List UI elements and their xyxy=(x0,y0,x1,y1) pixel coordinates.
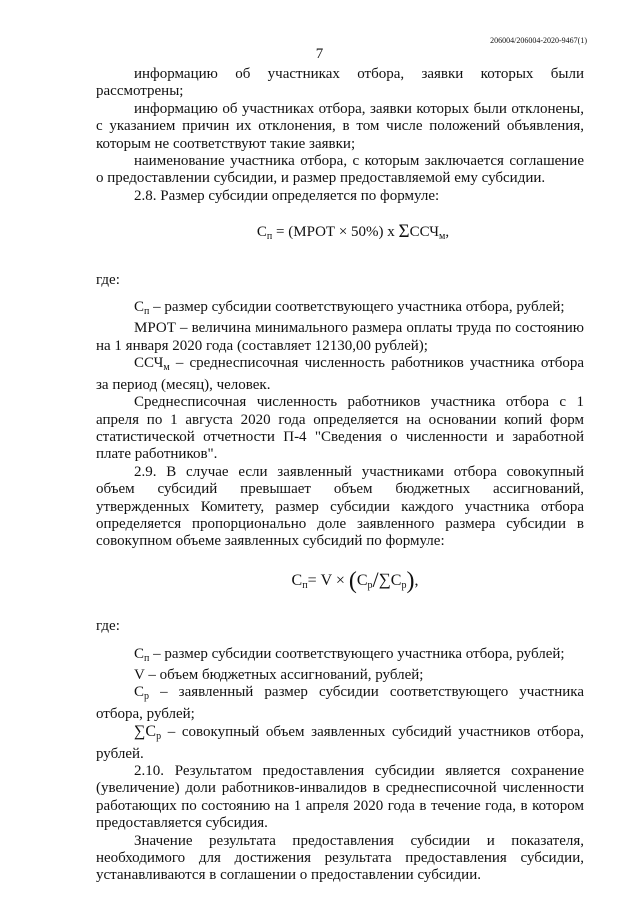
definition: МРОТ – величина минимального размера оплаты труда по состоянию на 1 января 2020 года (составляет 12130,00 рублей); xyxy=(96,320,584,354)
definition: $С_п$ – размер субсидии соответствующего участника отбора, рублей; xyxy=(134,299,565,318)
document-code: 206004/206004-2020-9467(1) xyxy=(490,36,587,45)
definition: $С_п$ – размер субсидии соответствующего участника отбора, рублей; xyxy=(134,645,565,664)
paragraph-2-8: 2.8. Размер субсидии определяется по формуле: xyxy=(134,187,440,204)
definition: V – объем бюджетных ассигнований, рублей; xyxy=(134,666,424,683)
formula-subsidy-size: $С_п$ = (МРОТ × 50%) х $\Sigma ССЧ_м$, xyxy=(256,221,450,243)
paragraph: информацию об участниках отбора, заявки которых были отклонены, с указанием причин их отклонения, в том числе положений объявления, которым не соответствуют такие заявки; xyxy=(96,100,584,152)
where-label: где: xyxy=(96,618,120,635)
paragraph-2-10: 2.10. Результатом предоставления субсидии является сохранение (увеличение) доли работников-инвалидов в среднесписочной численности работающих по состоянию на 1 апреля 2020 года в течение года, в котором предоставляется субсидия. xyxy=(96,763,584,832)
where-label: где: xyxy=(96,271,120,288)
paragraph: информацию об участниках отбора, заявки которых были рассмотрены; xyxy=(96,66,584,100)
formula-proportional-subsidy: $С_п= V \times (С_р/\sum С_р)$, xyxy=(291,566,419,594)
paragraph-2-9: 2.9. В случае если заявленный участниками отбора совокупный объем субсидий превышает объем бюджетных ассигнований, утвержденных Комитету, размер субсидии каждого участника отбора определяется пропорционально доле заявленного размера субсидии в совокупном объеме заявленных субсидий по формуле: xyxy=(96,463,584,550)
page-number: 7 xyxy=(315,46,324,62)
definition: $ССЧ_м$ – среднесписочная численность работников участника отбора за период (месяц), человек. xyxy=(96,355,584,393)
paragraph: наименование участника отбора, с которым заключается соглашение о предоставлении субсидии, и размер предоставляемой ему субсидии. xyxy=(96,153,584,187)
definition: $С_р$ – заявленный размер субсидии соответствующего участника отбора, рублей; xyxy=(96,684,584,722)
definition: $\sum С_р$ – совокупный объем заявленных субсидий участников отбора, рублей. xyxy=(96,723,584,762)
paragraph-average-headcount: Среднесписочная численность работников участника отбора с 1 апреля по 1 августа 2020 года определяется на основании копий форм статистической отчетности П-4 "Сведения о численности и заработной плате работников". xyxy=(96,394,584,463)
paragraph-result-value: Значение результата предоставления субсидии и показателя, необходимого для достижения результата предоставления субсидии, устанавливаются в соглашении о предоставлении субсидии. xyxy=(96,832,584,884)
document-body xyxy=(96,66,584,885)
